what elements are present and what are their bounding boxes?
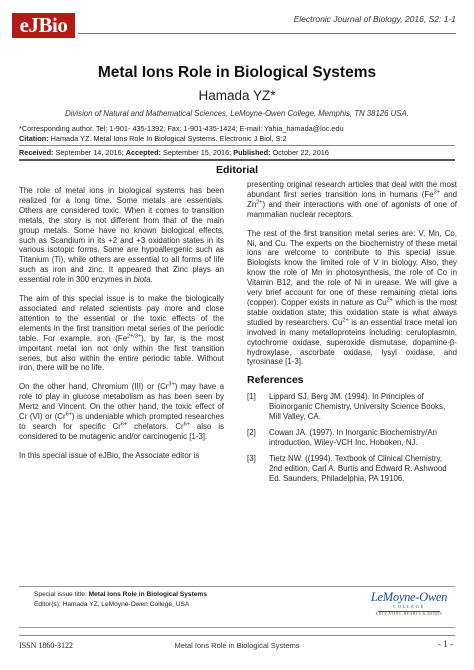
citation-text: Hamada YZ. Metal Ions Role In Biological Systems. Electronic J Biol, S:2	[48, 134, 287, 143]
journal-logo: eJBio	[12, 13, 75, 38]
paragraph: The aim of this special issue is to make the biologically associated and related scientists pay more and close attention to the essential or the toxic effects of the elements in the first transition metal series of the periodic table. For example, iron $(Fe^{2+/3+})$, by far, is the most important metal ion not only within the first transition series, but also within the entire periodic table. Without iron, there will be no life.	[19, 294, 224, 373]
accepted-label: Accepted:	[125, 148, 161, 157]
dates-line	[19, 148, 329, 157]
accepted-date: September 15, 2016;	[160, 148, 234, 157]
issn: ISSN 1860-3122	[19, 641, 74, 650]
received-label: Received:	[19, 148, 54, 157]
college-logo: LeMoyne-Owen COLLEGE EDUCATING HEARTS & MINDS	[370, 590, 448, 616]
header-divider	[78, 33, 456, 34]
special-issue-title: Metal Ions Role in Biological Systems	[88, 591, 207, 598]
received-date: September 14, 2016;	[53, 148, 126, 157]
right-column	[247, 180, 457, 489]
running-title: Metal Ions Role in Biological Systems	[174, 641, 300, 650]
special-issue-label: Special issue title:	[34, 591, 89, 598]
left-column	[19, 186, 224, 470]
journal-citation-header: Electronic Journal of Biology, 2016, S2: 1-1	[293, 14, 456, 24]
reference-item: [3] Tietz NW. ((1994). Textbook of Clinical Chemistry, 2nd edition, Carl A. Burtis and Edward R. Ashwood Ed. Saunders, Philadelphia, PA 19106.	[247, 453, 447, 483]
author-affiliation: Division of Natural and Mathematical Sciences, LeMoyne-Owen College, Memphis, TN 38126 USA.	[65, 109, 409, 118]
article-author: Hamada YZ*	[198, 88, 276, 103]
paragraph: The rest of the first transition metal series are: V, Mn, Co, Ni, and Cu. The experts on the biochemistry of these metal ions are welcome to contribute to this special issue. Biologists know the limited role of V in biology. Also, they know the role of Mn in photosynthesis, the role of Co in Vitamin B12, and the role of Ni in urease. We will give a very brief account for one of these remaining metal ions (copper). Copper exists in nature as $Cu^{2+}$ which is the most stable oxidation state; this oxidation state is what always studied by researchers. $Cu^{2+}$ is an essential trace metal ion involved in many metalloproteins including: ceruloplasmin, cytochrome oxidase, superoxide dismutase, dopamine-β-hydroxylase, ascorbate oxidase, lysyl oxidase, and tyrosinase [1-3].	[247, 228, 457, 367]
paragraph: The role of metal ions in biological systems has been realized for a long time. Some metals are essentials. Others are considered toxic. When it comes to transition metals, the story is not different from that of the main group metals. Some have no known biological effects, such as Scandium in its +2 and +3 oxidation states in its various isotopic forms. Some are hypoallergenic such as Titanium (Ti), while others are essential to all forms of life such as iron and zinc. It appeared that Zinc plays an essential role in 300 enzymes in biota.	[19, 186, 224, 285]
footer-divider	[19, 635, 455, 636]
paragraph: On the other hand, Chromium (III) or $(Cr^{3+})$ may have a role to play in glucose metabolism as has been seen by Mertz and Vincent. On the other hand, the toxic effect of Cr (VI) or $(Cr^{6+})$ is undeniable which prompted researches to search for specific $Cr^{6+}$ chelators. $Cr^{6+}$ also is considered to be mutagenic and/or carcinogenic [1-3].	[19, 381, 224, 441]
references-heading: References	[247, 374, 304, 387]
section-title: Editorial	[215, 164, 258, 176]
corresponding-author: *Corresponding author. Tel: 1-901- 435-1392; Fax: 1-901-435-1424; E-mail: Yahia_hamada@loc.edu	[19, 124, 344, 133]
citation-label: Citation:	[19, 134, 49, 143]
paragraph: presenting original research articles that deal with the most abundant first series transition ions in humans ($Fe^{3+}$ and $Zn^{2+}$) and their interactions with one of agonists of one of mammalian nuclear receptors.	[247, 180, 458, 219]
published-date: October 22, 2016	[270, 148, 329, 157]
paragraph: In this special issue of eJBio, the Associate editor is	[19, 450, 200, 460]
citation-line	[19, 134, 287, 143]
reference-item: [2] Cowan JA. (1997). In Inorganic Biochemistry/An introduction, Wiley-VCH Inc. Hoboken, NJ.	[247, 427, 437, 447]
published-label: Published:	[233, 148, 271, 157]
special-issue-info	[34, 590, 207, 610]
issue-editors: Editor(s): Hamada YZ, LeMoyne-Owen College, USA	[34, 601, 190, 608]
dates-divider	[19, 159, 455, 161]
meta-divider	[19, 145, 455, 146]
article-title: Metal Ions Role in Biological Systems	[97, 64, 377, 81]
page-number: - 1 -	[438, 639, 453, 649]
reference-item: [1] Lippard SJ, Berg JM. (1994). In Principles of Bioinorganic Chemistry, University Science Books, Mill Valley, CA.	[247, 392, 446, 422]
